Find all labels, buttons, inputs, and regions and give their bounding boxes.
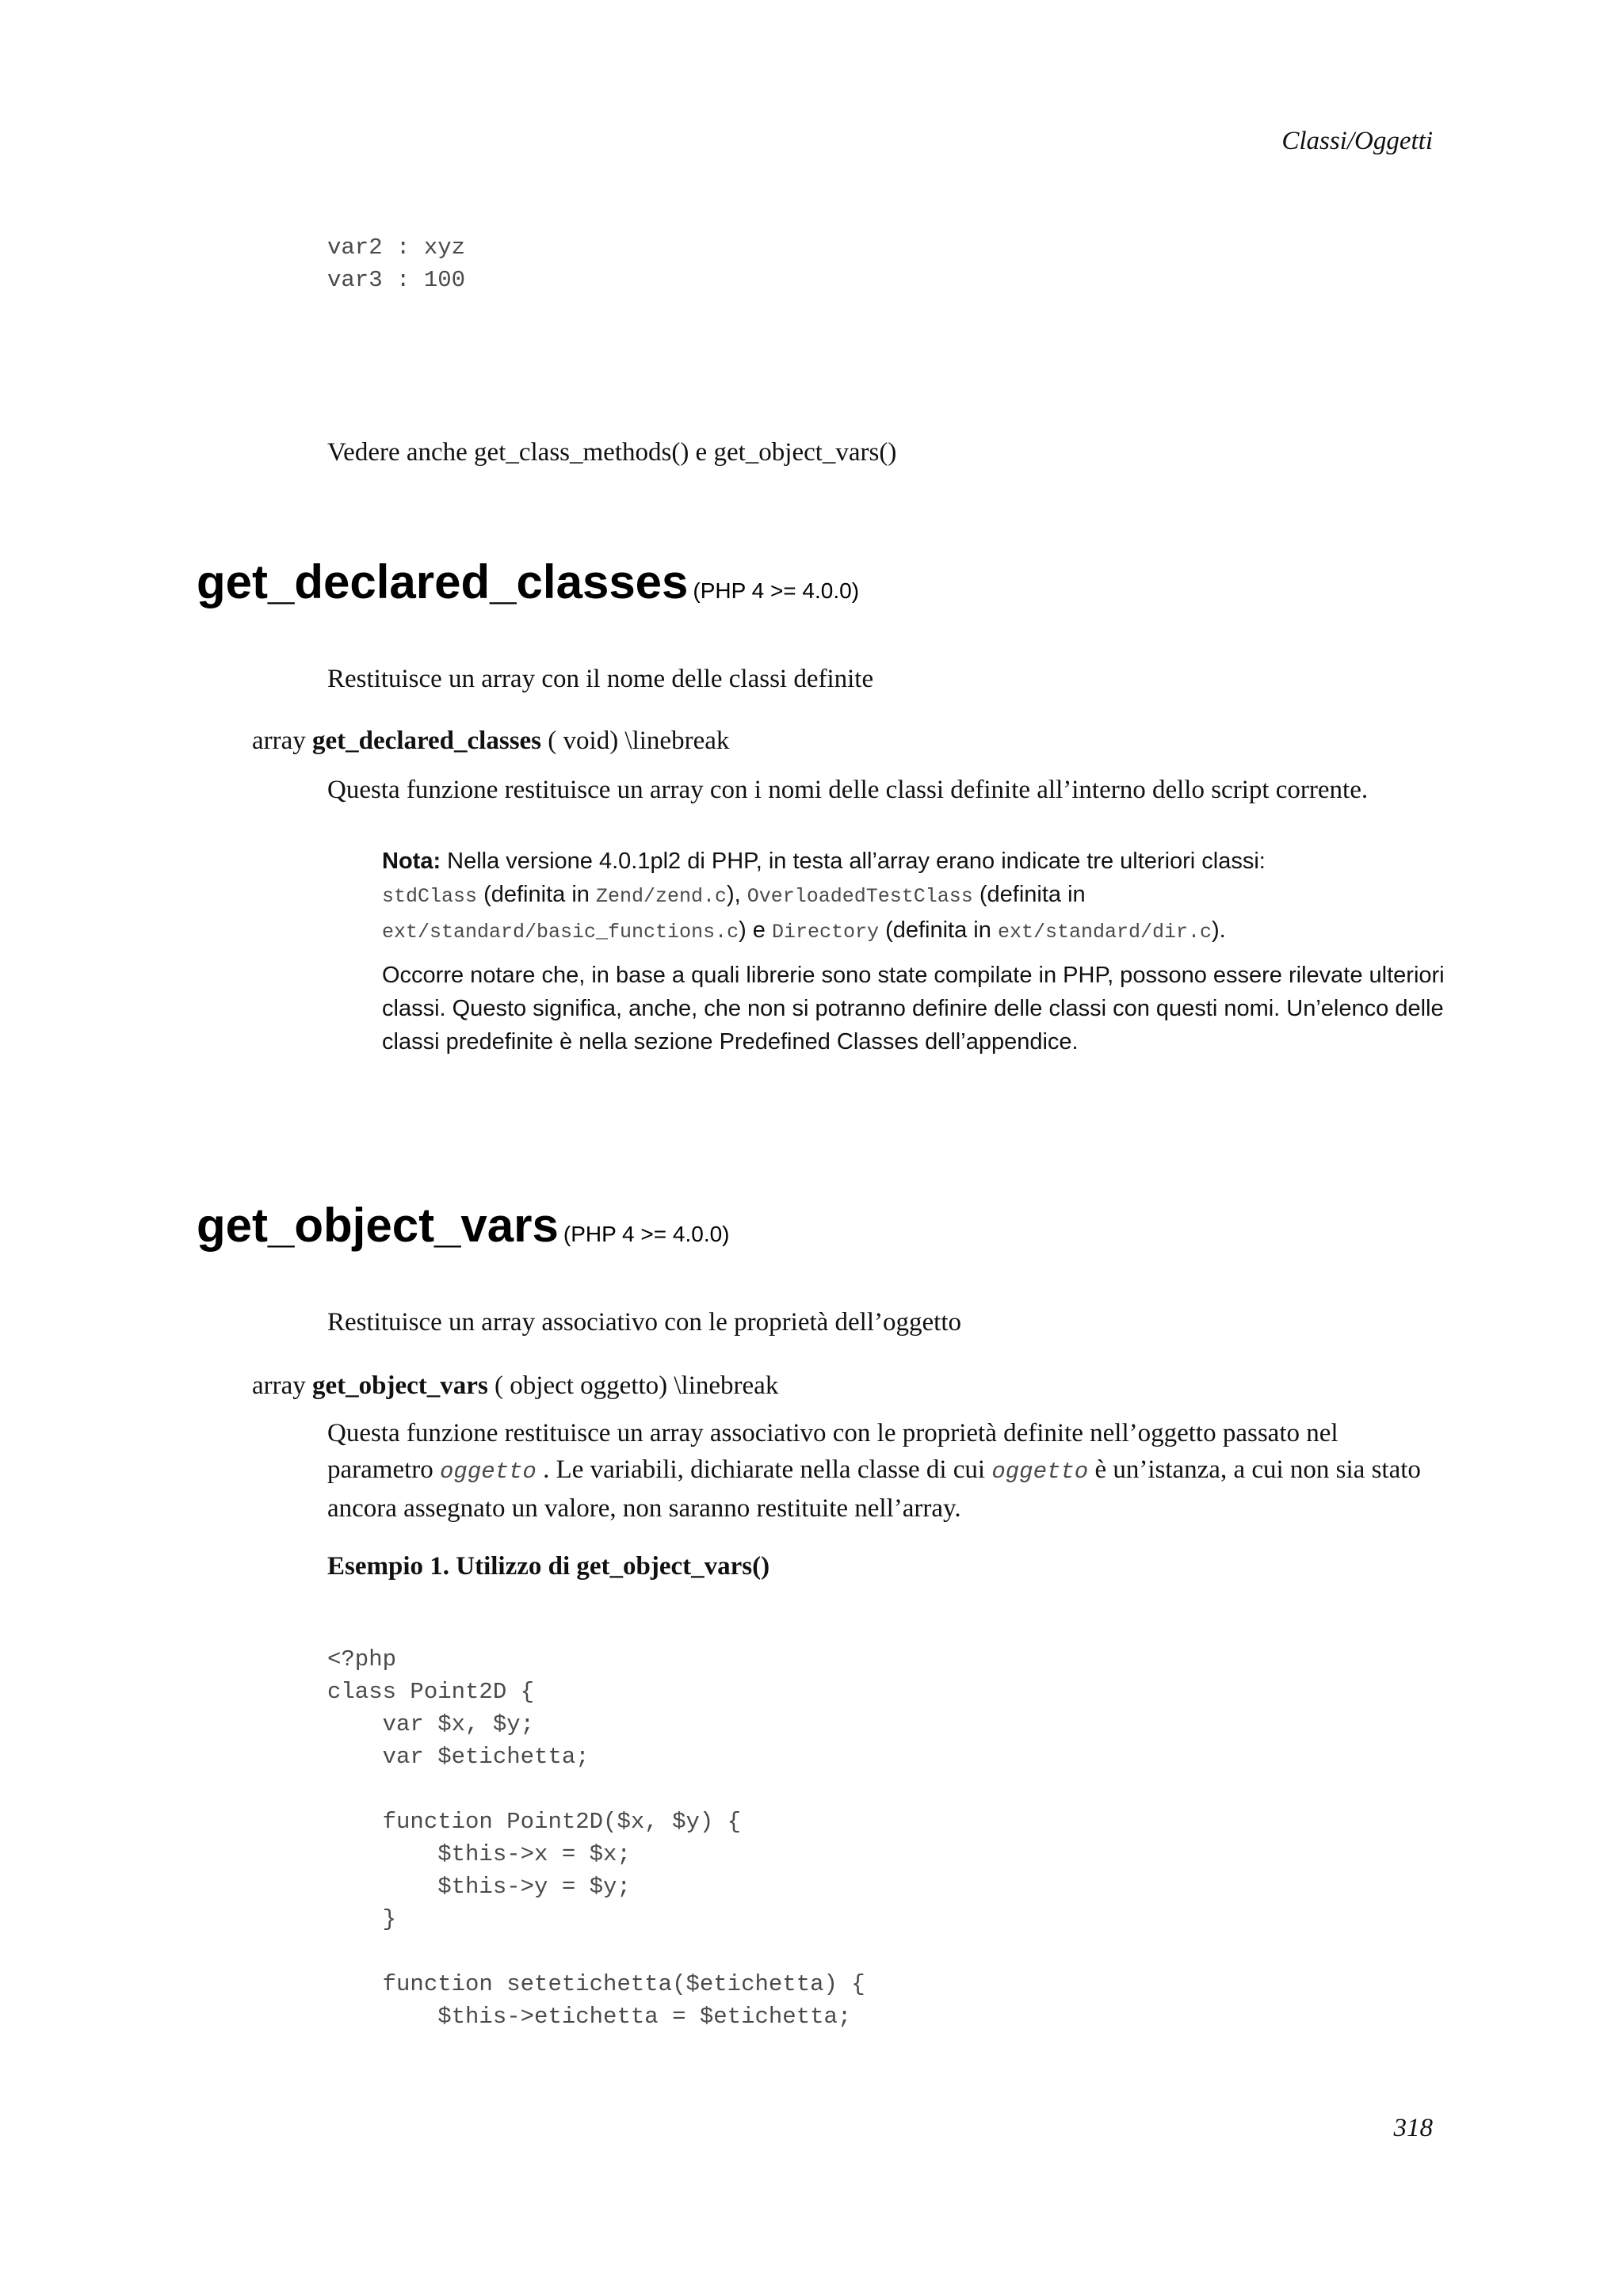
note-paragraph-1: Nota: Nella versione 4.0.1pl2 di PHP, in testa all’array erano indicate tre ulteriori classi: stdClass (definita in Zend/zend.c), OverloadedTestClass (definita in ext/standard/basic_functions.c) e Directory (definita in ext/standard/dir.c). [382,849,1266,944]
version-info: (PHP 4 >= 4.0.0) [563,1222,730,1246]
section-heading-get-object-vars [197,1198,730,1262]
synopsis-args: ( void) \linebreak [541,727,730,755]
parameter-oggetto: oggetto [991,1459,1089,1485]
return-type: array [252,727,306,755]
function-name: get_declared_classes [197,555,689,608]
output-code-block: var2 : xyz var3 : 100 [327,235,466,293]
code-dir-path: ext/standard/dir.c [997,921,1212,944]
return-type: array [252,1371,306,1400]
function-description: Questa funzione restituisce un array associativo con le proprietà definite nell’oggetto passato nel parametro oggetto . Le variabili, dichiarate nella classe di cui oggetto è un’istanza, a cui non sia stato ancora assegnato un valore, non saranno restituite nell’array. [327,1419,1421,1523]
code-zend-path: Zend/zend.c [595,885,727,908]
page-number: 318 [1393,2114,1433,2142]
code-stdclass: stdClass [382,885,478,908]
function-synopsis [252,1367,778,1404]
section-heading-get-declared-classes [197,555,859,619]
note-box [382,845,1476,1068]
note-paragraph-2: Occorre notare che, in base a quali librerie sono state compilate in PHP, possono essere rilevate ulteriori classi. Questo significa, anche, che non si potranno definire delle classi con questi nomi. Un’elenco delle classi predefinite è nella sezione Predefined Classes dell’appendice. [382,963,1445,1055]
example-code-block: <?php class Point2D { var $x, $y; var $etichetta; function Point2D($x, $y) { $this->x = $x; $this->y = $y; } function setetichetta($etichetta) { $this->etichetta = $etichetta; [327,1646,865,2030]
function-description: Questa funzione restituisce un array con i nomi delle classi definite all’interno dello script corrente. [327,776,1369,804]
example-title: Esempio 1. Utilizzo di get_object_vars() [327,1552,770,1581]
note-label: Nota: [382,849,441,874]
synopsis-args: ( object oggetto) \linebreak [487,1371,779,1400]
function-synopsis [252,723,729,759]
code-basic-functions-path: ext/standard/basic_functions.c [382,921,739,944]
parameter-oggetto: oggetto [440,1459,537,1485]
running-header: Classi/Oggetti [1281,127,1433,155]
function-name: get_object_vars [197,1199,559,1252]
code-overloadedtestclass: OverloadedTestClass [747,885,973,908]
function-purpose: Restituisce un array con il nome delle classi definite [327,665,874,693]
version-info: (PHP 4 >= 4.0.0) [693,578,860,603]
code-directory: Directory [771,921,880,944]
function-purpose: Restituisce un array associativo con le proprietà dell’oggetto [327,1308,961,1337]
synopsis-function-name: get_object_vars [312,1371,488,1400]
see-also-text: Vedere anche get_class_methods() e get_object_vars() [327,438,897,467]
synopsis-function-name: get_declared_classes [312,727,542,755]
